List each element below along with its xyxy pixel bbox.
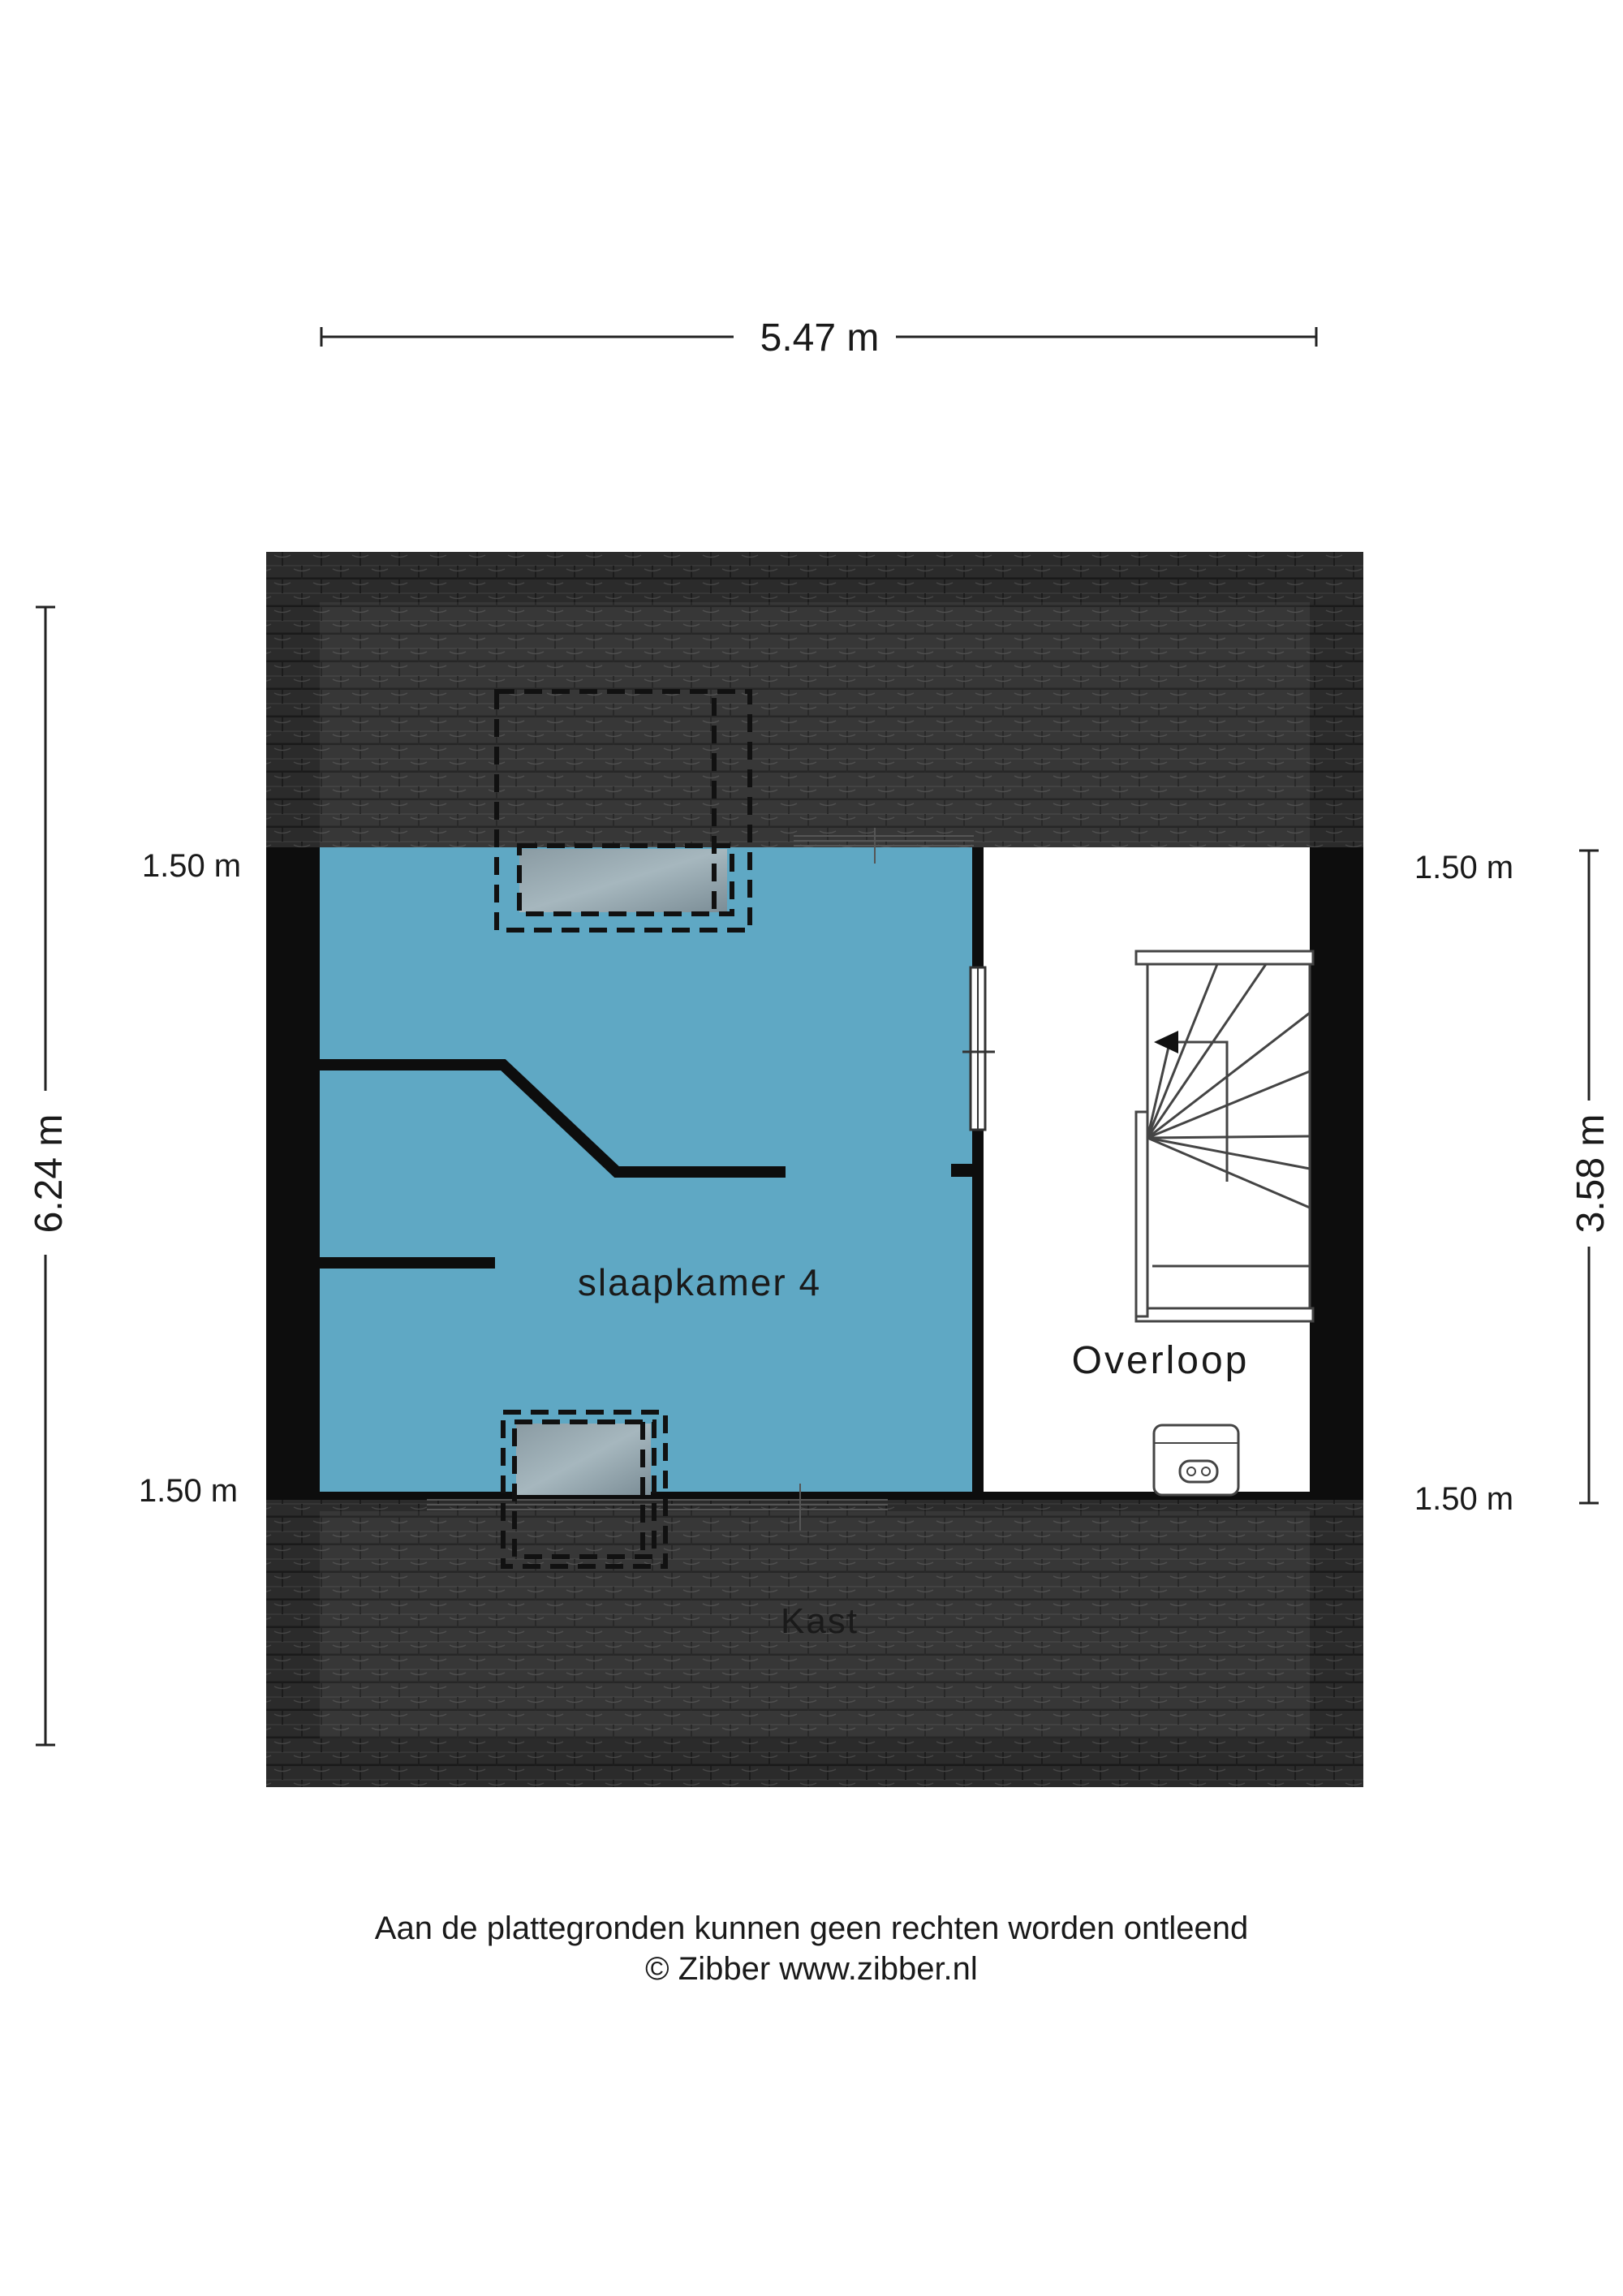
right-wall bbox=[1310, 847, 1363, 1495]
dimension-label-height-left: 6.24 m bbox=[28, 1114, 71, 1234]
roof-upper bbox=[266, 552, 1363, 847]
footer-copyright: © Zibber www.zibber.nl bbox=[645, 1951, 978, 1987]
knee-height-right-lower: 1.50 m bbox=[1414, 1481, 1514, 1517]
left-wall bbox=[266, 847, 320, 1495]
roof-lower bbox=[266, 1495, 1363, 1787]
knee-height-left-upper: 1.50 m bbox=[141, 848, 242, 884]
room-label-bedroom: slaapkamer 4 bbox=[577, 1261, 822, 1303]
partition-wall bbox=[972, 847, 984, 1495]
knee-height-right-upper: 1.50 m bbox=[1414, 850, 1514, 885]
boiler-icon bbox=[1154, 1425, 1238, 1495]
dimension-label-height-right: 3.58 m bbox=[1569, 1114, 1612, 1234]
room-label-closet: Kast bbox=[780, 1601, 859, 1641]
knee-height-left-lower: 1.50 m bbox=[138, 1473, 239, 1509]
dimension-label-width: 5.47 m bbox=[760, 317, 880, 360]
footer-disclaimer: Aan de plattegronden kunnen geen rechten worden ontleend bbox=[374, 1910, 1249, 1946]
room-label-landing: Overloop bbox=[1071, 1339, 1250, 1382]
wall-stub bbox=[951, 1164, 974, 1177]
